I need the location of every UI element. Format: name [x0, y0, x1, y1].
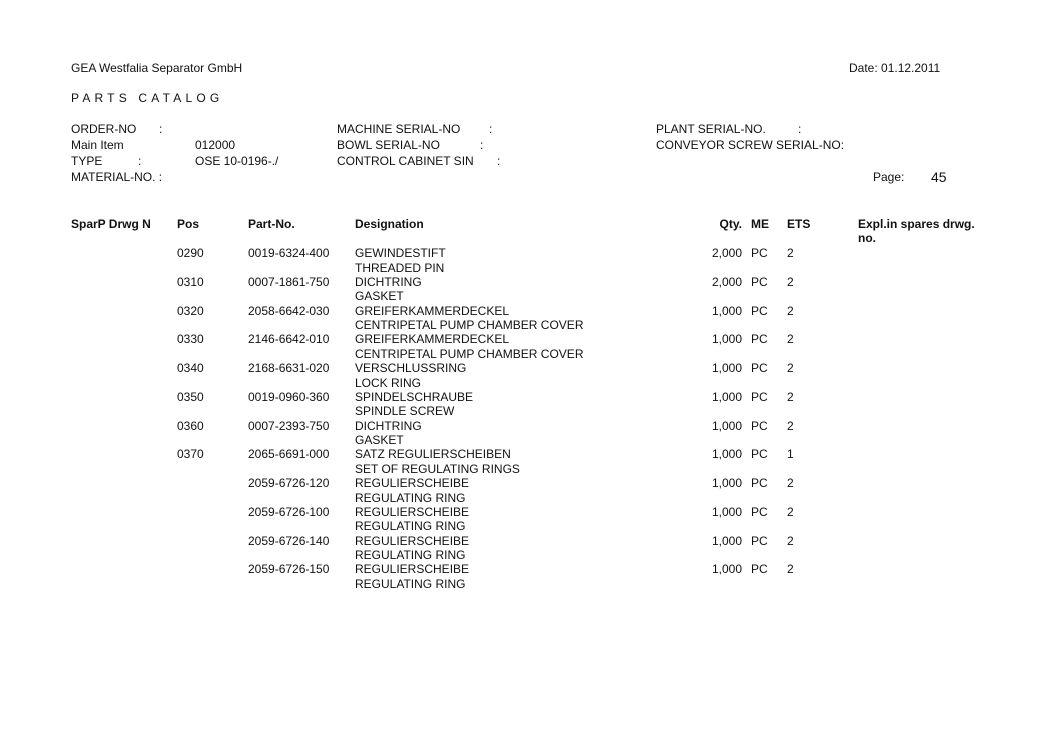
row-ets: 2 — [787, 332, 794, 347]
order-no-colon: : — [159, 122, 163, 136]
row-designation-de: REGULIERSCHEIBE — [355, 562, 470, 577]
row-pos: 0330 — [177, 332, 204, 347]
plant-serial-label: PLANT SERIAL-NO. — [656, 122, 766, 136]
row-designation-de: GREIFERKAMMERDECKEL — [355, 332, 510, 347]
row-pos: 0360 — [177, 418, 204, 433]
row-designation-en: SET OF REGULATING RINGS — [355, 461, 520, 476]
row-qty: 1,000 — [711, 447, 742, 462]
row-me: PC — [751, 504, 768, 519]
plant-serial-colon: : — [798, 122, 802, 136]
row-part-no: 0019-0960-360 — [248, 389, 330, 404]
row-designation-en: CENTRIPETAL PUMP CHAMBER COVER — [355, 318, 584, 332]
control-cabinet-colon: : — [497, 154, 501, 168]
row-pos: 0290 — [177, 246, 204, 260]
row-ets: 2 — [787, 389, 794, 404]
row-designation-de: REGULIERSCHEIBE — [355, 504, 470, 519]
col-header-part-no: Part-No. — [248, 217, 295, 231]
col-header-qty: Qty. — [719, 217, 742, 231]
row-qty: 2,000 — [711, 274, 742, 289]
row-me: PC — [751, 389, 768, 404]
control-cabinet-label: CONTROL CABINET SIN — [337, 154, 474, 168]
row-part-no: 2059-6726-120 — [248, 476, 330, 490]
row-designation-en: REGULATING RING — [355, 548, 466, 562]
row-pos: 0370 — [177, 447, 204, 462]
row-part-no: 2058-6642-030 — [248, 303, 330, 318]
row-designation-de: VERSCHLUSSRING — [355, 361, 467, 375]
row-pos: 0340 — [177, 361, 204, 375]
main-item-value: 012000 — [195, 138, 236, 152]
row-pos: 0310 — [177, 274, 204, 289]
row-qty: 1,000 — [711, 504, 742, 519]
row-qty: 1,000 — [711, 361, 742, 375]
bowl-serial-label: BOWL SERIAL-NO — [337, 138, 440, 152]
row-qty: 1,000 — [711, 533, 742, 548]
row-me: PC — [751, 447, 768, 462]
row-part-no: 2059-6726-100 — [248, 504, 330, 519]
page-label: Page: — [873, 170, 905, 184]
row-designation-de: DICHTRING — [355, 274, 422, 289]
main-item-label: Main Item — [71, 138, 124, 152]
row-qty: 1,000 — [711, 303, 742, 318]
col-header-ets: ETS — [787, 217, 811, 231]
company-name: GEA Westfalia Separator GmbH — [71, 61, 243, 75]
row-ets: 1 — [787, 447, 794, 462]
row-part-no: 2146-6642-010 — [248, 332, 330, 347]
row-designation-en: REGULATING RING — [355, 576, 466, 591]
row-pos: 0350 — [177, 389, 204, 404]
type-value: OSE 10-0196-./ — [195, 154, 279, 168]
conveyor-serial-label: CONVEYOR SCREW SERIAL-NO: — [656, 138, 845, 152]
row-qty: 1,000 — [711, 389, 742, 404]
material-no-label: MATERIAL-NO. : — [71, 170, 163, 184]
row-designation-de: REGULIERSCHEIBE — [355, 476, 470, 490]
row-qty: 1,000 — [711, 562, 742, 577]
row-part-no: 0019-6324-400 — [248, 246, 330, 260]
row-me: PC — [751, 533, 768, 548]
row-designation-en: CENTRIPETAL PUMP CHAMBER COVER — [355, 346, 584, 361]
row-designation-de: REGULIERSCHEIBE — [355, 533, 470, 548]
type-colon: : — [138, 154, 142, 168]
row-part-no: 2065-6691-000 — [248, 447, 330, 462]
row-designation-en: GASKET — [355, 289, 404, 304]
row-designation-en: REGULATING RING — [355, 519, 466, 534]
col-header-expl-line2: no. — [858, 231, 876, 245]
row-pos: 0320 — [177, 303, 204, 318]
document-date: Date: 01.12.2011 — [849, 61, 941, 75]
row-designation-de: DICHTRING — [355, 418, 422, 433]
row-me: PC — [751, 562, 768, 577]
page-number: 45 — [931, 169, 947, 185]
row-designation-en: SPINDLE SCREW — [355, 404, 455, 419]
row-designation-en: REGULATING RING — [355, 490, 466, 505]
row-part-no: 2059-6726-140 — [248, 533, 330, 548]
row-qty: 2,000 — [711, 246, 742, 260]
row-ets: 2 — [787, 533, 794, 548]
row-qty: 1,000 — [711, 418, 742, 433]
row-ets: 2 — [787, 476, 794, 490]
row-qty: 1,000 — [711, 476, 742, 490]
row-part-no: 2059-6726-150 — [248, 562, 330, 577]
row-me: PC — [751, 246, 768, 260]
row-qty: 1,000 — [711, 332, 742, 347]
order-no-label: ORDER-NO — [71, 122, 137, 136]
catalog-title: PARTS CATALOG — [71, 91, 224, 105]
row-ets: 2 — [787, 418, 794, 433]
type-label: TYPE — [71, 154, 103, 168]
row-designation-de: GEWINDESTIFT — [355, 246, 446, 260]
row-ets: 2 — [787, 274, 794, 289]
row-me: PC — [751, 361, 768, 375]
machine-serial-colon: : — [489, 122, 493, 136]
row-ets: 2 — [787, 361, 794, 375]
row-designation-en: GASKET — [355, 433, 404, 447]
row-part-no: 0007-1861-750 — [248, 274, 330, 289]
row-designation-de: GREIFERKAMMERDECKEL — [355, 303, 510, 318]
col-header-designation: Designation — [355, 217, 424, 231]
row-me: PC — [751, 476, 768, 490]
col-header-me: ME — [751, 217, 769, 231]
col-header-expl: Expl.in spares drwg. — [858, 217, 975, 231]
row-part-no: 2168-6631-020 — [248, 361, 330, 375]
col-header-pos: Pos — [177, 217, 200, 231]
row-designation-de: SPINDELSCHRAUBE — [355, 389, 474, 404]
row-me: PC — [751, 303, 768, 318]
row-designation-de: SATZ REGULIERSCHEIBEN — [355, 447, 511, 462]
row-me: PC — [751, 418, 768, 433]
row-me: PC — [751, 332, 768, 347]
row-ets: 2 — [787, 303, 794, 318]
row-ets: 2 — [787, 246, 794, 260]
machine-serial-label: MACHINE SERIAL-NO — [337, 122, 461, 136]
row-part-no: 0007-2393-750 — [248, 418, 330, 433]
row-me: PC — [751, 274, 768, 289]
row-ets: 2 — [787, 504, 794, 519]
bowl-serial-colon: : — [480, 138, 484, 152]
row-designation-en: LOCK RING — [355, 375, 422, 390]
row-ets: 2 — [787, 562, 794, 577]
col-header-sparp: SparP Drwg N — [71, 217, 151, 231]
row-designation-en: THREADED PIN — [355, 260, 445, 275]
